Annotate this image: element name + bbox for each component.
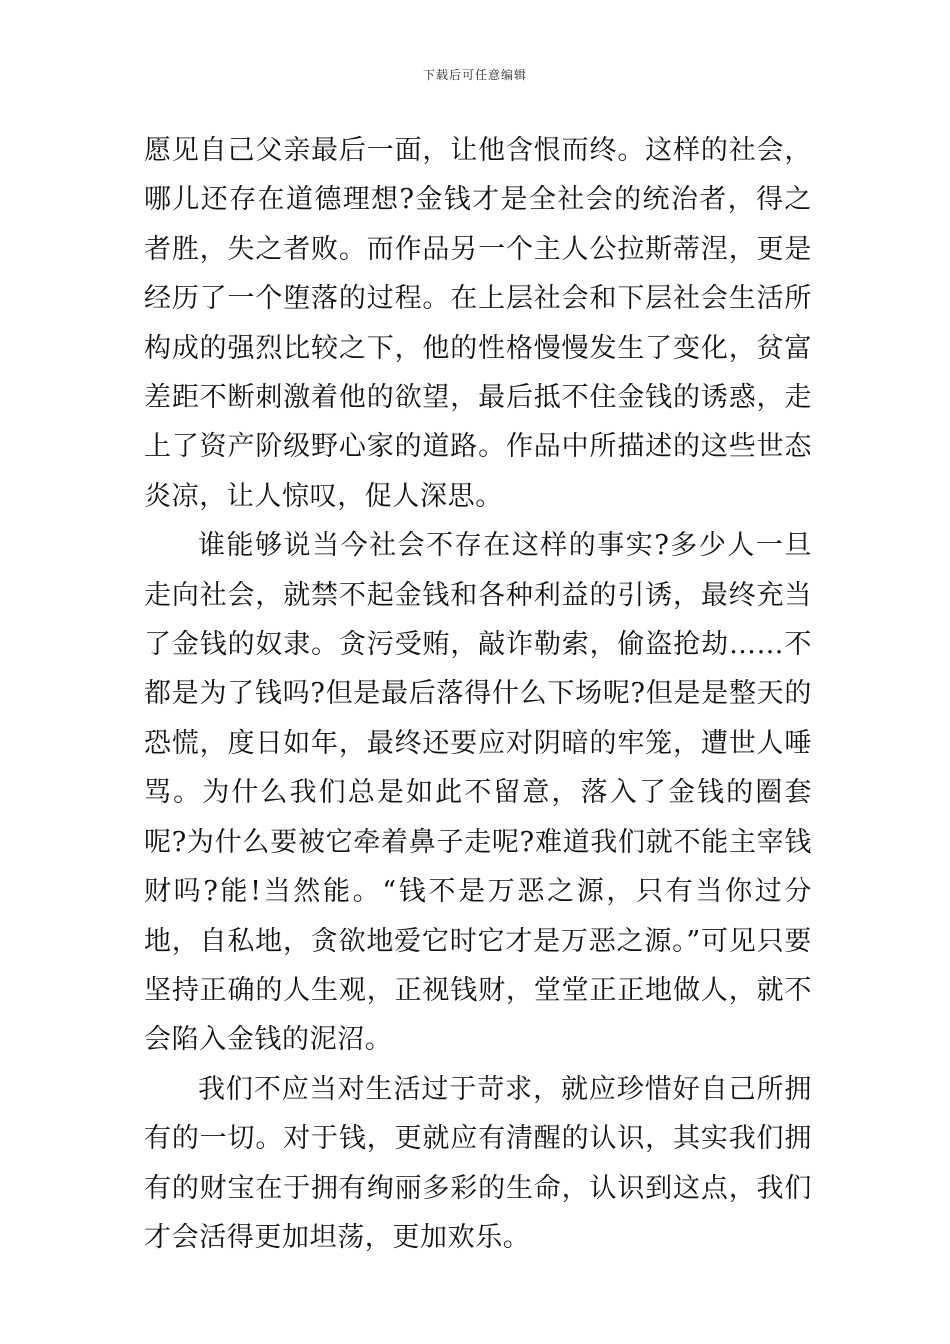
- paragraph-1: 愿见自己父亲最后一面，让他含恨而终。这样的社会，哪儿还存在道德理想?金钱才是全社会的统治者，得之者胜，失之者败。而作品另一个主人公拉斯蒂涅，更是经历了一个堕落的过程。在上层社会和下层社会生活所构成的强烈比较之下，他的性格慢慢发生了变化，贫富差距不断刺激着他的欲望，最后抵不住金钱的诱惑，走上了资产阶级野心家的道路。作品中所描述的这些世态炎凉，让人惊叹，促人深思。: [144, 135, 812, 512]
- paragraph-3: 我们不应当对生活过于苛求，就应珍惜好自己所拥有的一切。对于钱，更就应有清醒的认识，其实我们拥有的财宝在于拥有绚丽多彩的生命，认识到这点，我们才会活得更加坦荡，更加欢乐。: [144, 1073, 812, 1253]
- paragraph-2: 谁能够说当今社会不存在这样的事实?多少人一旦走向社会，就禁不起金钱和各种利益的引诱，最终充当了金钱的奴隶。贪污受贿，敲诈勒索，偷盗抢劫……不都是为了钱吗?但是最后落得什么下场呢?但是是整天的恐慌，度日如年，最终还要应对阴暗的牢笼，遭世人唾骂。为什么我们总是如此不留意，落入了金钱的圈套呢?为什么要被它牵着鼻子走呢?难道我们就不能主宰钱财吗?能!当然能。“钱不是万恶之源，只有当你过分地，自私地，贪欲地爱它时它才是万恶之源。”可见只要坚持正确的人生观，正视钱财，堂堂正正地做人，就不会陷入金钱的泥沼。: [144, 530, 812, 1056]
- document-body: [144, 126, 812, 1262]
- page-header: 下载后可任意编辑: [422, 68, 527, 82]
